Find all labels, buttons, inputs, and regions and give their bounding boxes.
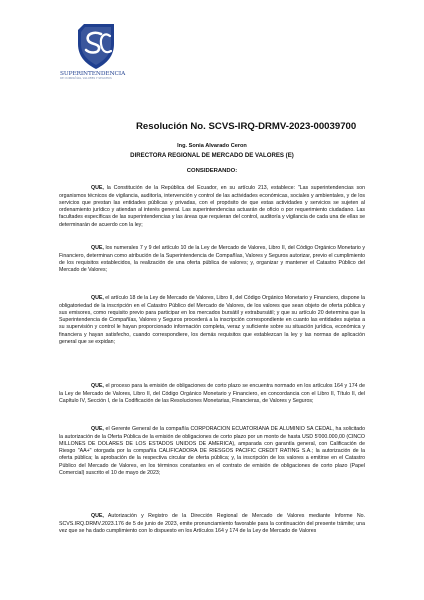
logo-emblem-icon [74,22,118,70]
signer-title: DIRECTORA REGIONAL DE MERCADO DE VALORES (E) [130,152,294,159]
paragraph: QUE, el proceso para la emisión de obligaciones de corto plazo se encuentra normado en los artículos 164 y 174 de la Ley de Mercado de Valores, Libro II, del Código Orgánico Monetario y Financiero, en concordancia con el Libro II, Título II, del Capítulo IV, Sección I, de la Codificación de las Resoluciones Monetarias, Financieras, de Valores y Seguros; [59,383,365,404]
superintendencia-logo [60,22,138,92]
paragraph: QUE, Autorización y Registro de la Dirección Regional de Mercado de Valores mediante Informe No. SCVS.IRQ.DRMV.2023.176 de 5 de junio de 2023, emite pronunciamiento favorable para la continuación del presente trámite; una vez que se ha dado cumplimiento con lo dispuesto en los Artículos 164 y 174 de la Ley de Mercado de Valores [59,513,365,534]
resolution-number: Resolución No. SCVS-IRQ-DRMV-2023-00039700 [136,121,357,132]
paragraph: QUE, el artículo 18 de la Ley de Mercado de Valores, Libro II, del Código Orgánico Monetario y Financiero, dispone la obligatoriedad de la inscripción en el Catastro Público del Mercado de Valores, de los valores que sean objeto de oferta pública y sus emisores, como requisito previo para participar en los mercados bursátil y extrabursátil; y que su artículo 20 determina que la Superintendencia de Compañías, Valores y Seguros procederá a la inscripción correspondiente en cuanto las entidades sujetas a su supervisión y control le hayan proporcionado información completa, veraz y suficiente sobre su situación jurídica, económica y financiera y hayan satisfecho, cuando correspondiere, los demás requisitos que establezcan la ley y las normas de aplicación general que se expidan; [59,295,365,345]
logo-wordmark: SUPERINTENDENCIA DE COMPAÑÍAS, VALORES Y SEGUROS [60,71,126,80]
paragraph: QUE, los numerales 7 y 9 del artículo 10 de la Ley de Mercado de Valores, Libro II, del Código Orgánico Monetario y Financiero, determinan como atribución de la Superintendencia de Compañías, Valores y Seguros autorizar, previo el cumplimiento de los requisitos establecidos, la realización de una oferta pública de valores; y, organizar y mantener el Catastro Público del Mercado de Valores; [59,245,365,274]
signer-name: Ing. Sonia Alvarado Ceron [177,143,247,149]
paragraph: QUE, el Gerente General de la compañía CORPORACION ECUATORIANA DE ALUMINIO SA CEDAL, ha solicitado la autorización de la Oferta Pública de la emisión de obligaciones de corto plazo por un monto de hasta USD 5'000.000,00 (CINCO MILLONES DE DOLARES DE LOS ESTADOS UNIDOS DE AMERICA), amparada con garantía general, con Calificación de Riesgo "AA+" otorgada por la compañía CALIFICADORA DE RIESGOS PACIFIC CREDIT RATING S.A.; la autorización de la oferta pública; la aprobación de la respectiva circular de oferta pública; y, la inscripción de los valores a emitirse en el Catastro Público del Mercado de Valores, en los términos constantes en el contrato de emisión de obligaciones de corto plazo (Papel Comercial) suscrito el 10 de mayo de 2023; [59,426,365,476]
paragraph: QUE, la Constitución de la República del Ecuador, en su artículo 213, establece: "Las superintendencias son organismos técnicos de vigilancia, auditoría, intervención y control de las actividades económicas, sociales y ambientales, y de los servicios que prestan las entidades públicas y privadas, con el propósito de que estas actividades y servicios se sujeten al ordenamiento jurídico y atiendan al interés general. Las superintendencias actuarán de oficio o por requerimiento ciudadano. Las facultades específicas de las superintendencias y las áreas que requieran del control, auditoría y vigilancia de cada una de ellas se determinarán de acuerdo con la ley; [59,185,365,228]
considering-heading: CONSIDERANDO: [186,168,238,174]
